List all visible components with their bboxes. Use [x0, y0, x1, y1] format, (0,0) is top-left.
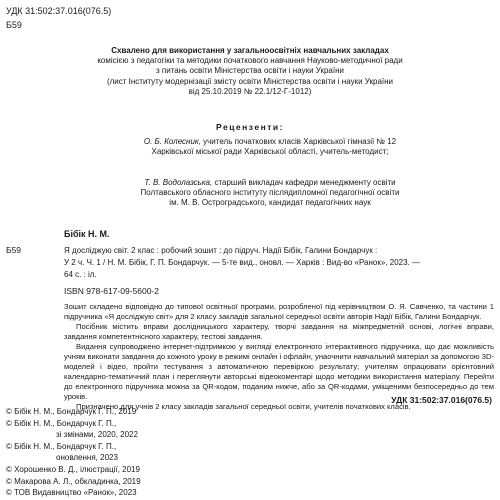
copyright-line: © ТОВ Видавництво «Ранок», 2023 — [6, 488, 137, 498]
author-heading: Бібік Н. М. — [64, 229, 110, 239]
udk-code-bottom: УДК 31:502:37.016(076.5) — [391, 395, 492, 405]
author-mark-top: Б59 — [6, 20, 22, 30]
copyright-line: © Хорошенко В. Д., ілюстрації, 2019 — [6, 464, 140, 474]
author-mark: Б59 — [6, 245, 22, 255]
reviewer-line: Харківської міської ради Харківської області, учитель-методист; — [151, 147, 389, 157]
copyright-line: © Бібік Н. М., Бондарчук Г. П., — [6, 418, 117, 428]
bibliographic-description — [64, 245, 494, 280]
annotation-paragraph: Видання супроводжено інтернет-підтримкою у вигляді електронного інтерактивного підручника, що дає можливість учням виконати завдання до кожного уроку в режимі онлайн і офлайн, унаочнити навчальний матеріал за допомогою 3D-моделей і відео, пройти тестування з автоматичною перевіркою результату; учителям опрацювати орієнтовний календарно-тематичний план і переглянути авторські відеокоментарі щодо методики використання матеріалу. Перейти до електронного підручника можна за QR-кодом, поданим нижче, або за QR-кодами, уміщеними безпосередньо до тем уроків. — [64, 342, 494, 401]
isbn: ISBN 978-617-09-5600-2 — [64, 286, 159, 296]
copyright-line: © Бібік Н. М., Бондарчук Г. П., — [6, 441, 117, 451]
biblio-line: У 2 ч. Ч. 1 / Н. М. Бібік, Г. П. Бондарчук. — 5-те вид., оновл. — Харків : Вид-во «Ранок», 2023. — — [64, 257, 420, 267]
reviewer-name: Т. В. Водолазська, — [144, 178, 213, 187]
reviewer-line: старший викладач кафедри менеджменту освіти — [212, 178, 396, 187]
copyright-line: © Макарова А. Л., обкладинка, 2019 — [6, 476, 141, 486]
annotation-paragraph: Призначено для учнів 2 класу закладів загальної середньої освіти, учителів початкових класів. — [76, 402, 411, 411]
reviewer-name: О. Б. Колесник, — [143, 137, 201, 146]
annotation-paragraph: Посібник містить вправи дослідницького характеру, творчі завдання на міжпредметній основі, логічні вправи, завдання компетентнісного характеру, тестові завдання. — [64, 322, 494, 341]
approval-line: комісією з педагогіки та методики початкового навчання Науково-методичної ради — [97, 56, 403, 66]
reviewer-2 — [80, 178, 460, 209]
reviewers-heading: Рецензенти: — [216, 122, 284, 132]
reviewer-line: учитель початкових класів Харківської гімназії № 12 — [200, 137, 397, 146]
copyright-line: © Бібік Н. М., Бондарчук Г. П., 2019 — [6, 407, 137, 416]
approval-line: (лист Інституту модернізації змісту освіти Міністерства освіти і науки України — [106, 76, 394, 86]
copyright-line: зі змінами, 2020, 2022 — [56, 430, 138, 440]
copyright-line: оновлення, 2023 — [56, 453, 118, 463]
reviewer-line: ім. М. В. Остроградського, кандидат педагогічних наук — [169, 198, 371, 208]
reviewer-1 — [80, 137, 460, 157]
biblio-line: 64 с. : іл. — [64, 269, 97, 279]
reviewer-line: Полтавського обласного інституту післядипломної педагогічної освіти — [140, 188, 400, 198]
biblio-line: Я досліджую світ. 2 клас : робочий зошит : до підруч. Надії Бібік, Галини Бондарчук : — [64, 246, 378, 255]
approval-block — [40, 46, 460, 97]
udk-code-top: УДК 31:502:37.016(076.5) — [6, 6, 112, 16]
annotation-paragraph: Зошит складено відповідно до типової освітньої програми, розробленої під керівництвом О. Я. Савченко, та частини 1 підручника «Я досліджую світ» для 2 класу закладів загальної середньої освіти авторів Надії Бібік, Галини Бондарчук. — [64, 302, 494, 321]
approval-line: Схвалено для використання у загальноосвітніх навчальних закладах — [111, 46, 389, 55]
copyright-block — [6, 406, 141, 499]
approval-line: від 25.10.2019 № 22.1/12-Г-1012) — [188, 86, 312, 96]
approval-line: з питань освіти Міністерства освіти і науки України — [156, 66, 344, 76]
